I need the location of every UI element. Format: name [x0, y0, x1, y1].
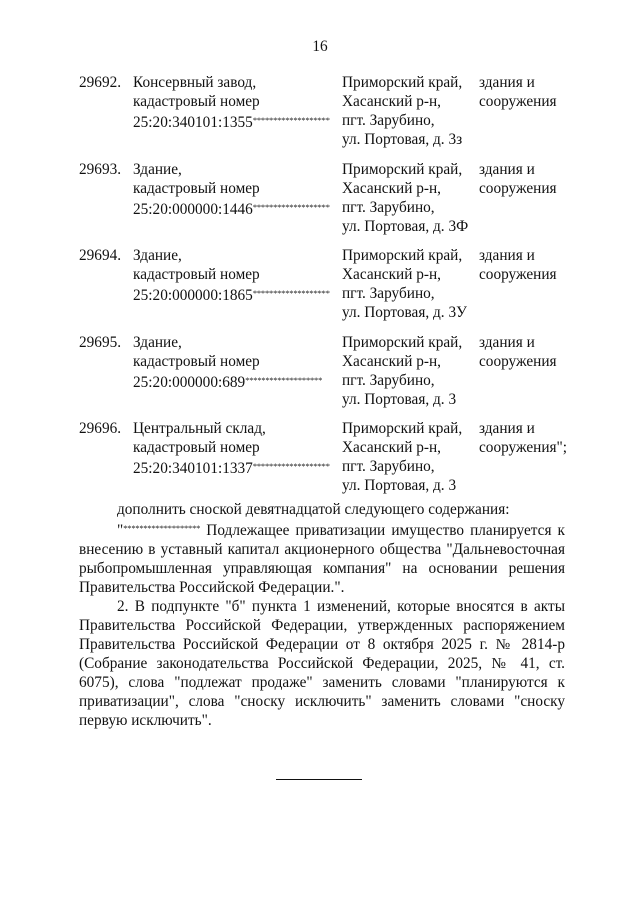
entry-desc-line — [133, 111, 330, 130]
body-text — [79, 500, 565, 730]
entry-number: 29693. — [79, 160, 122, 178]
entry-addr-line: пгт. Зарубино, — [342, 458, 435, 475]
end-divider — [276, 779, 362, 780]
entry-address — [342, 73, 462, 149]
cadastral-number: 25:20:000000:689 — [133, 373, 246, 391]
entry-category — [479, 160, 557, 198]
entry-cat-line: здания и — [479, 74, 535, 91]
entry-desc-line: кадастровый номер — [133, 93, 260, 110]
entry-address — [342, 160, 468, 236]
entry-addr-line: пгт. Зарубино, — [342, 198, 435, 216]
entry-number: 29692. — [79, 74, 122, 91]
cadastral-number: 25:20:340101:1337 — [133, 460, 253, 477]
entry-description — [133, 419, 330, 476]
entry-addr-line: Приморский край, — [342, 420, 463, 437]
cadastral-number: 25:20:000000:1865 — [133, 287, 253, 304]
footnote-marker: ******************* — [252, 115, 330, 125]
entry-cat-line: сооружения — [479, 93, 557, 110]
entry-addr-line: ул. Портовая, д. 3Ф — [342, 217, 469, 235]
table-row — [0, 160, 640, 247]
table-row — [0, 419, 640, 506]
entry-category — [479, 73, 557, 111]
entries-table — [0, 73, 640, 506]
entry-address — [342, 333, 462, 409]
entry-addr-line: Хасанский р-н, — [342, 93, 441, 110]
entry-desc-line: кадастровый номер — [133, 266, 260, 283]
entry-addr-line: пгт. Зарубино, — [342, 371, 435, 389]
table-row — [0, 333, 640, 420]
footnote-marker: ******************* — [252, 201, 330, 212]
footnote-paragraph — [79, 519, 565, 597]
table-row — [0, 246, 640, 333]
footnote-open-quote: " — [117, 522, 124, 539]
footnote-marker: ******************* — [252, 288, 330, 298]
entry-desc-line — [133, 371, 322, 390]
entry-addr-line: ул. Портовая, д. 3 — [342, 477, 457, 494]
entry-cat-line: сооружения — [479, 266, 557, 283]
entry-desc-line: кадастровый номер — [133, 439, 260, 456]
entry-number: 29695. — [79, 333, 122, 351]
cadastral-number: 25:20:340101:1355 — [133, 114, 253, 131]
entry-desc-line — [133, 457, 330, 476]
entry-addr-line: Хасанский р-н, — [342, 439, 441, 456]
entry-addr-line: пгт. Зарубино, — [342, 285, 435, 302]
entry-cat-line: сооружения"; — [479, 439, 568, 456]
footnote-marker: ******************* — [245, 374, 323, 385]
entry-addr-line: ул. Портовая, д. 3з — [342, 131, 463, 148]
entry-description — [133, 160, 330, 217]
entry-category — [479, 419, 567, 457]
entry-category — [479, 333, 557, 371]
entry-address — [342, 419, 462, 495]
entry-address — [342, 246, 467, 322]
footnote-marker: ******************* — [252, 461, 330, 471]
entry-number: 29694. — [79, 247, 122, 264]
entry-desc-line: Центральный склад, — [133, 420, 266, 437]
entry-cat-line: здания и — [479, 247, 535, 264]
entry-addr-line: Приморский край, — [342, 247, 463, 264]
intro-paragraph: дополнить сноской девятнадцатой следующего содержания: — [117, 501, 510, 518]
entry-addr-line: Приморский край, — [342, 333, 463, 351]
entry-number: 29696. — [79, 420, 122, 437]
entry-addr-line: ул. Портовая, д. 3У — [342, 304, 467, 321]
footnote-marker: ******************* — [123, 523, 201, 533]
footnote-text: Подлежащее приватизации имущество планируется к внесению в уставный капитал акционерного общества "Дальневосточная рыбопромышленная управляющая компания" на основании решения Правительства Российской Федерации.". — [79, 522, 565, 596]
entry-desc-line — [133, 198, 330, 217]
cadastral-number: 25:20:000000:1446 — [133, 200, 253, 218]
entry-desc-line: Консервный завод, — [133, 74, 257, 91]
entry-addr-line: Хасанский р-н, — [342, 179, 441, 197]
entry-desc-line: Здание, — [133, 247, 182, 264]
entry-desc-line: кадастровый номер — [133, 179, 260, 197]
entry-desc-line: Здание, — [133, 160, 182, 178]
table-row — [0, 73, 640, 160]
entry-cat-line: здания и — [479, 420, 535, 437]
entry-description — [133, 73, 330, 130]
entry-addr-line: пгт. Зарубино, — [342, 112, 435, 129]
entry-desc-line — [133, 284, 330, 303]
entry-description — [133, 246, 330, 303]
entry-cat-line: сооружения — [479, 352, 557, 370]
entry-addr-line: Хасанский р-н, — [342, 266, 441, 283]
entry-addr-line: ул. Портовая, д. 3 — [342, 390, 457, 408]
entry-category — [479, 246, 557, 284]
entry-desc-line: Здание, — [133, 333, 182, 351]
entry-addr-line: Приморский край, — [342, 74, 463, 91]
entry-desc-line: кадастровый номер — [133, 352, 260, 370]
page-number: 16 — [312, 38, 328, 55]
entry-description — [133, 333, 322, 390]
amendment-paragraph: 2. В подпункте "б" пункта 1 изменений, которые вносятся в акты Правительства Российской Федерации, утвержденных распоряжением Правительства Российской Федерации от 8 октября 2025 г. № 2814-р (Собрание законодательства Российской Федерации, 2025, № 41, ст. 6075), слова "подлежат продаже" заменить словами "планируются к приватизации", слова "сноску исключить" заменить словами "сноску первую исключить". — [79, 598, 565, 729]
entry-addr-line: Приморский край, — [342, 160, 463, 178]
entry-cat-line: здания и — [479, 160, 535, 178]
entry-cat-line: здания и — [479, 333, 535, 351]
entry-addr-line: Хасанский р-н, — [342, 352, 441, 370]
entry-cat-line: сооружения — [479, 179, 557, 197]
